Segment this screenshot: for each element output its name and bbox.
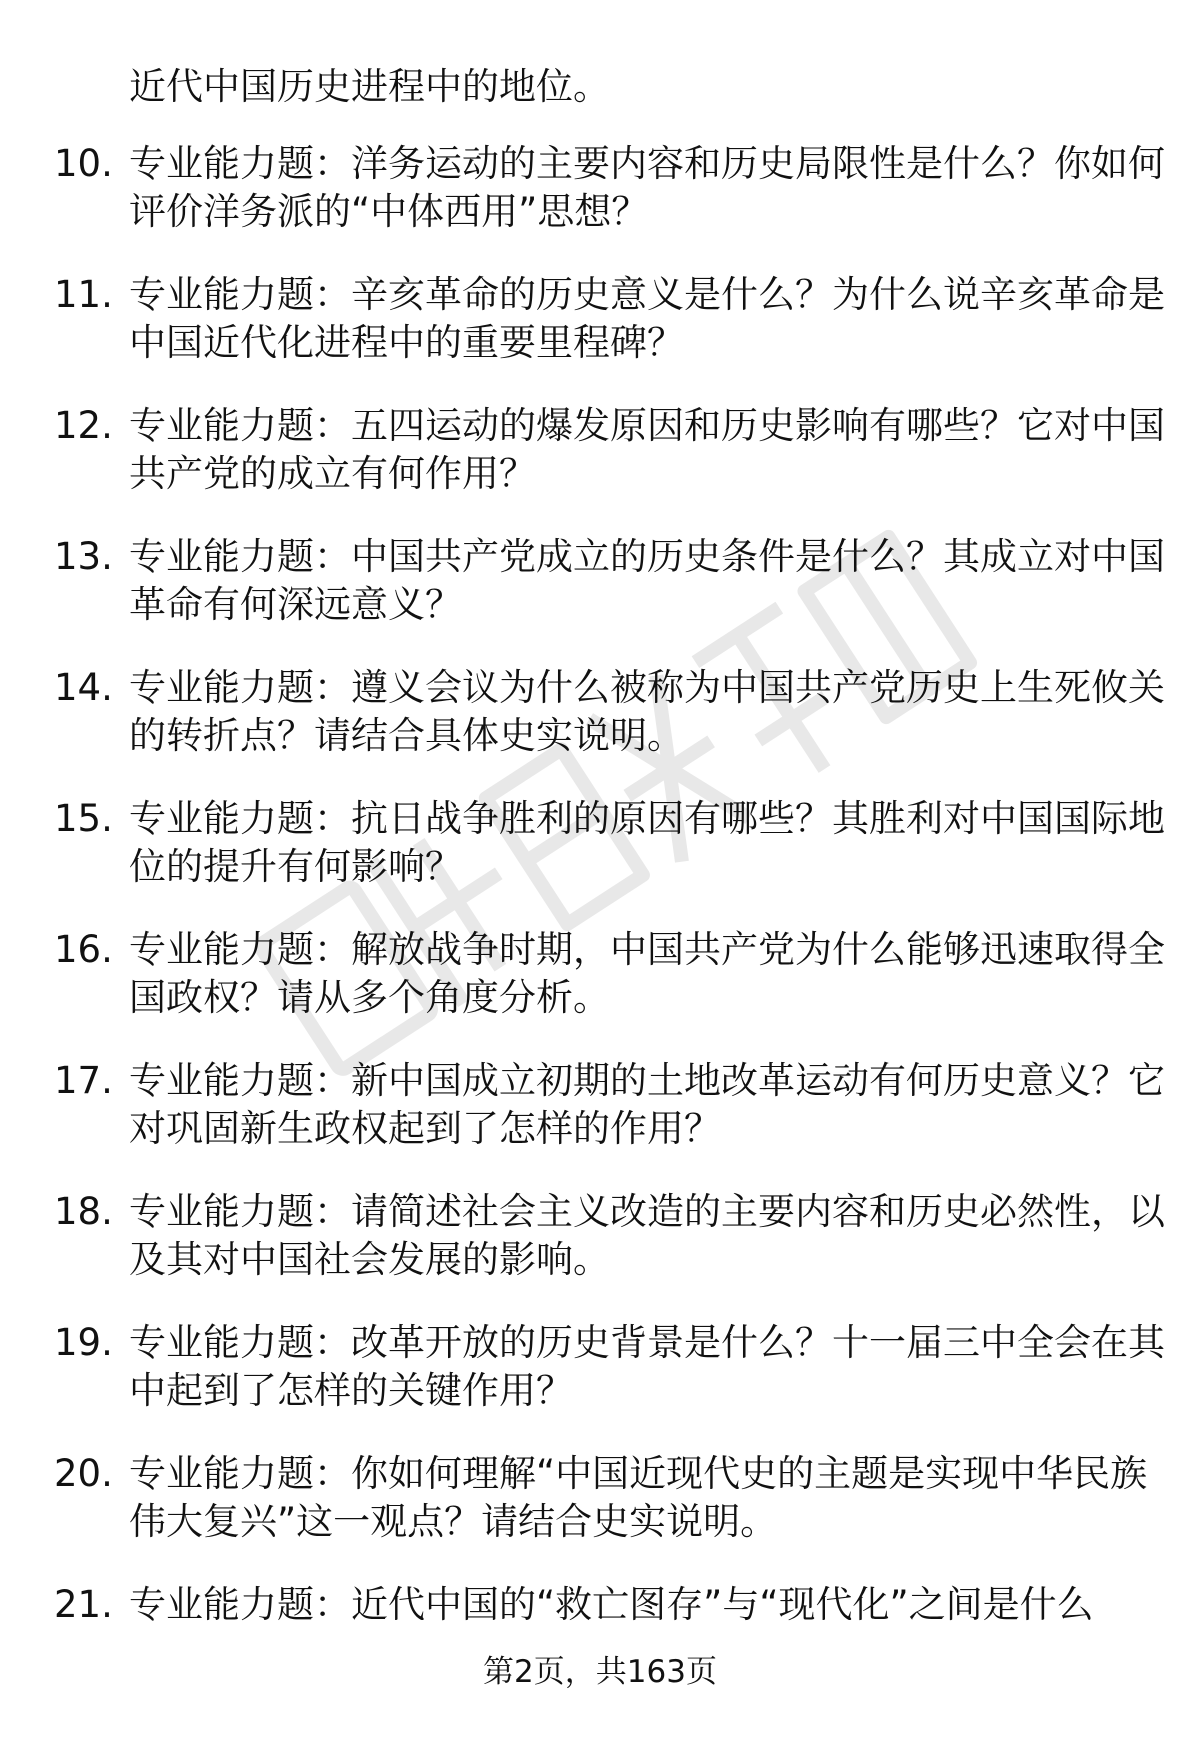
question-text (129, 271, 1165, 367)
question-text (129, 1319, 1165, 1415)
question-number: 16. (54, 928, 113, 971)
question-line: 革命有何深远意义？ (129, 583, 462, 626)
question-number: 19. (54, 1321, 113, 1364)
question-line: 专业能力题：请简述社会主义改造的主要内容和历史必然性，以 (129, 1190, 1165, 1233)
question-number: 13. (54, 535, 113, 578)
question-line: 专业能力题：解放战争时期，中国共产党为什么能够迅速取得全 (129, 928, 1165, 971)
question-line: 共产党的成立有何作用？ (129, 452, 536, 495)
question-line: 专业能力题：洋务运动的主要内容和历史局限性是什么？你如何 (129, 142, 1165, 185)
list-item (0, 140, 1200, 271)
question-line: 专业能力题：改革开放的历史背景是什么？十一届三中全会在其 (129, 1321, 1165, 1364)
question-number: 15. (54, 797, 113, 840)
question-line: 专业能力题：中国共产党成立的历史条件是什么？其成立对中国 (129, 535, 1165, 578)
list-item (0, 795, 1200, 926)
question-text (129, 140, 1165, 236)
question-text (129, 795, 1165, 891)
question-number: 18. (54, 1190, 113, 1233)
question-number: 12. (54, 404, 113, 447)
list-item (0, 533, 1200, 664)
question-text (129, 1188, 1165, 1284)
question-line: 中起到了怎样的关键作用？ (129, 1369, 573, 1412)
question-line: 专业能力题：五四运动的爆发原因和历史影响有哪些？它对中国 (129, 404, 1165, 447)
question-line: 专业能力题：遵义会议为什么被称为中国共产党历史上生死攸关 (129, 666, 1165, 709)
question-line: 及其对中国社会发展的影响。 (129, 1238, 610, 1281)
question-line: 位的提升有何影响？ (129, 845, 462, 888)
question-line: 的转折点？请结合具体史实说明。 (129, 714, 684, 757)
question-text (129, 533, 1165, 629)
list-item (0, 1319, 1200, 1450)
question-line: 专业能力题：你如何理解“中国近现代史的主题是实现中华民族 (129, 1452, 1148, 1495)
list-item (0, 271, 1200, 402)
list-item (0, 402, 1200, 533)
question-line: 专业能力题：新中国成立初期的土地改革运动有何历史意义？它 (129, 1059, 1165, 1102)
question-line: 评价洋务派的“中体西用”思想？ (129, 190, 649, 233)
list-item (0, 1057, 1200, 1188)
continuation-text: 近代中国历史进程中的地位。 (129, 65, 610, 108)
question-line: 对巩固新生政权起到了怎样的作用？ (129, 1107, 721, 1150)
question-line: 专业能力题：近代中国的“救亡图存”与“现代化”之间是什么 (129, 1583, 1094, 1626)
question-number: 17. (54, 1059, 113, 1102)
question-number: 20. (54, 1452, 113, 1495)
question-line: 专业能力题：辛亥革命的历史意义是什么？为什么说辛亥革命是 (129, 273, 1165, 316)
question-line: 中国近代化进程中的重要里程碑？ (129, 321, 684, 364)
list-item (0, 926, 1200, 1057)
question-line: 国政权？请从多个角度分析。 (129, 976, 610, 1019)
question-number: 14. (54, 666, 113, 709)
list-item (0, 664, 1200, 795)
question-text (129, 402, 1165, 498)
question-line: 专业能力题：抗日战争胜利的原因有哪些？其胜利对中国国际地 (129, 797, 1165, 840)
question-number: 11. (54, 273, 113, 316)
question-text (129, 1057, 1165, 1153)
question-number: 21. (54, 1583, 113, 1626)
page-footer: 第2页，共163页 (483, 1654, 717, 1690)
question-list (0, 140, 1200, 1712)
question-number: 10. (54, 142, 113, 185)
question-text (129, 664, 1165, 760)
question-text (129, 1581, 1139, 1629)
list-item (0, 1581, 1200, 1712)
question-text (129, 1450, 1148, 1546)
list-item (0, 1188, 1200, 1319)
list-item (0, 1450, 1200, 1581)
question-line: 伟大复兴”这一观点？请结合史实说明。 (129, 1500, 778, 1543)
question-text (129, 926, 1165, 1022)
